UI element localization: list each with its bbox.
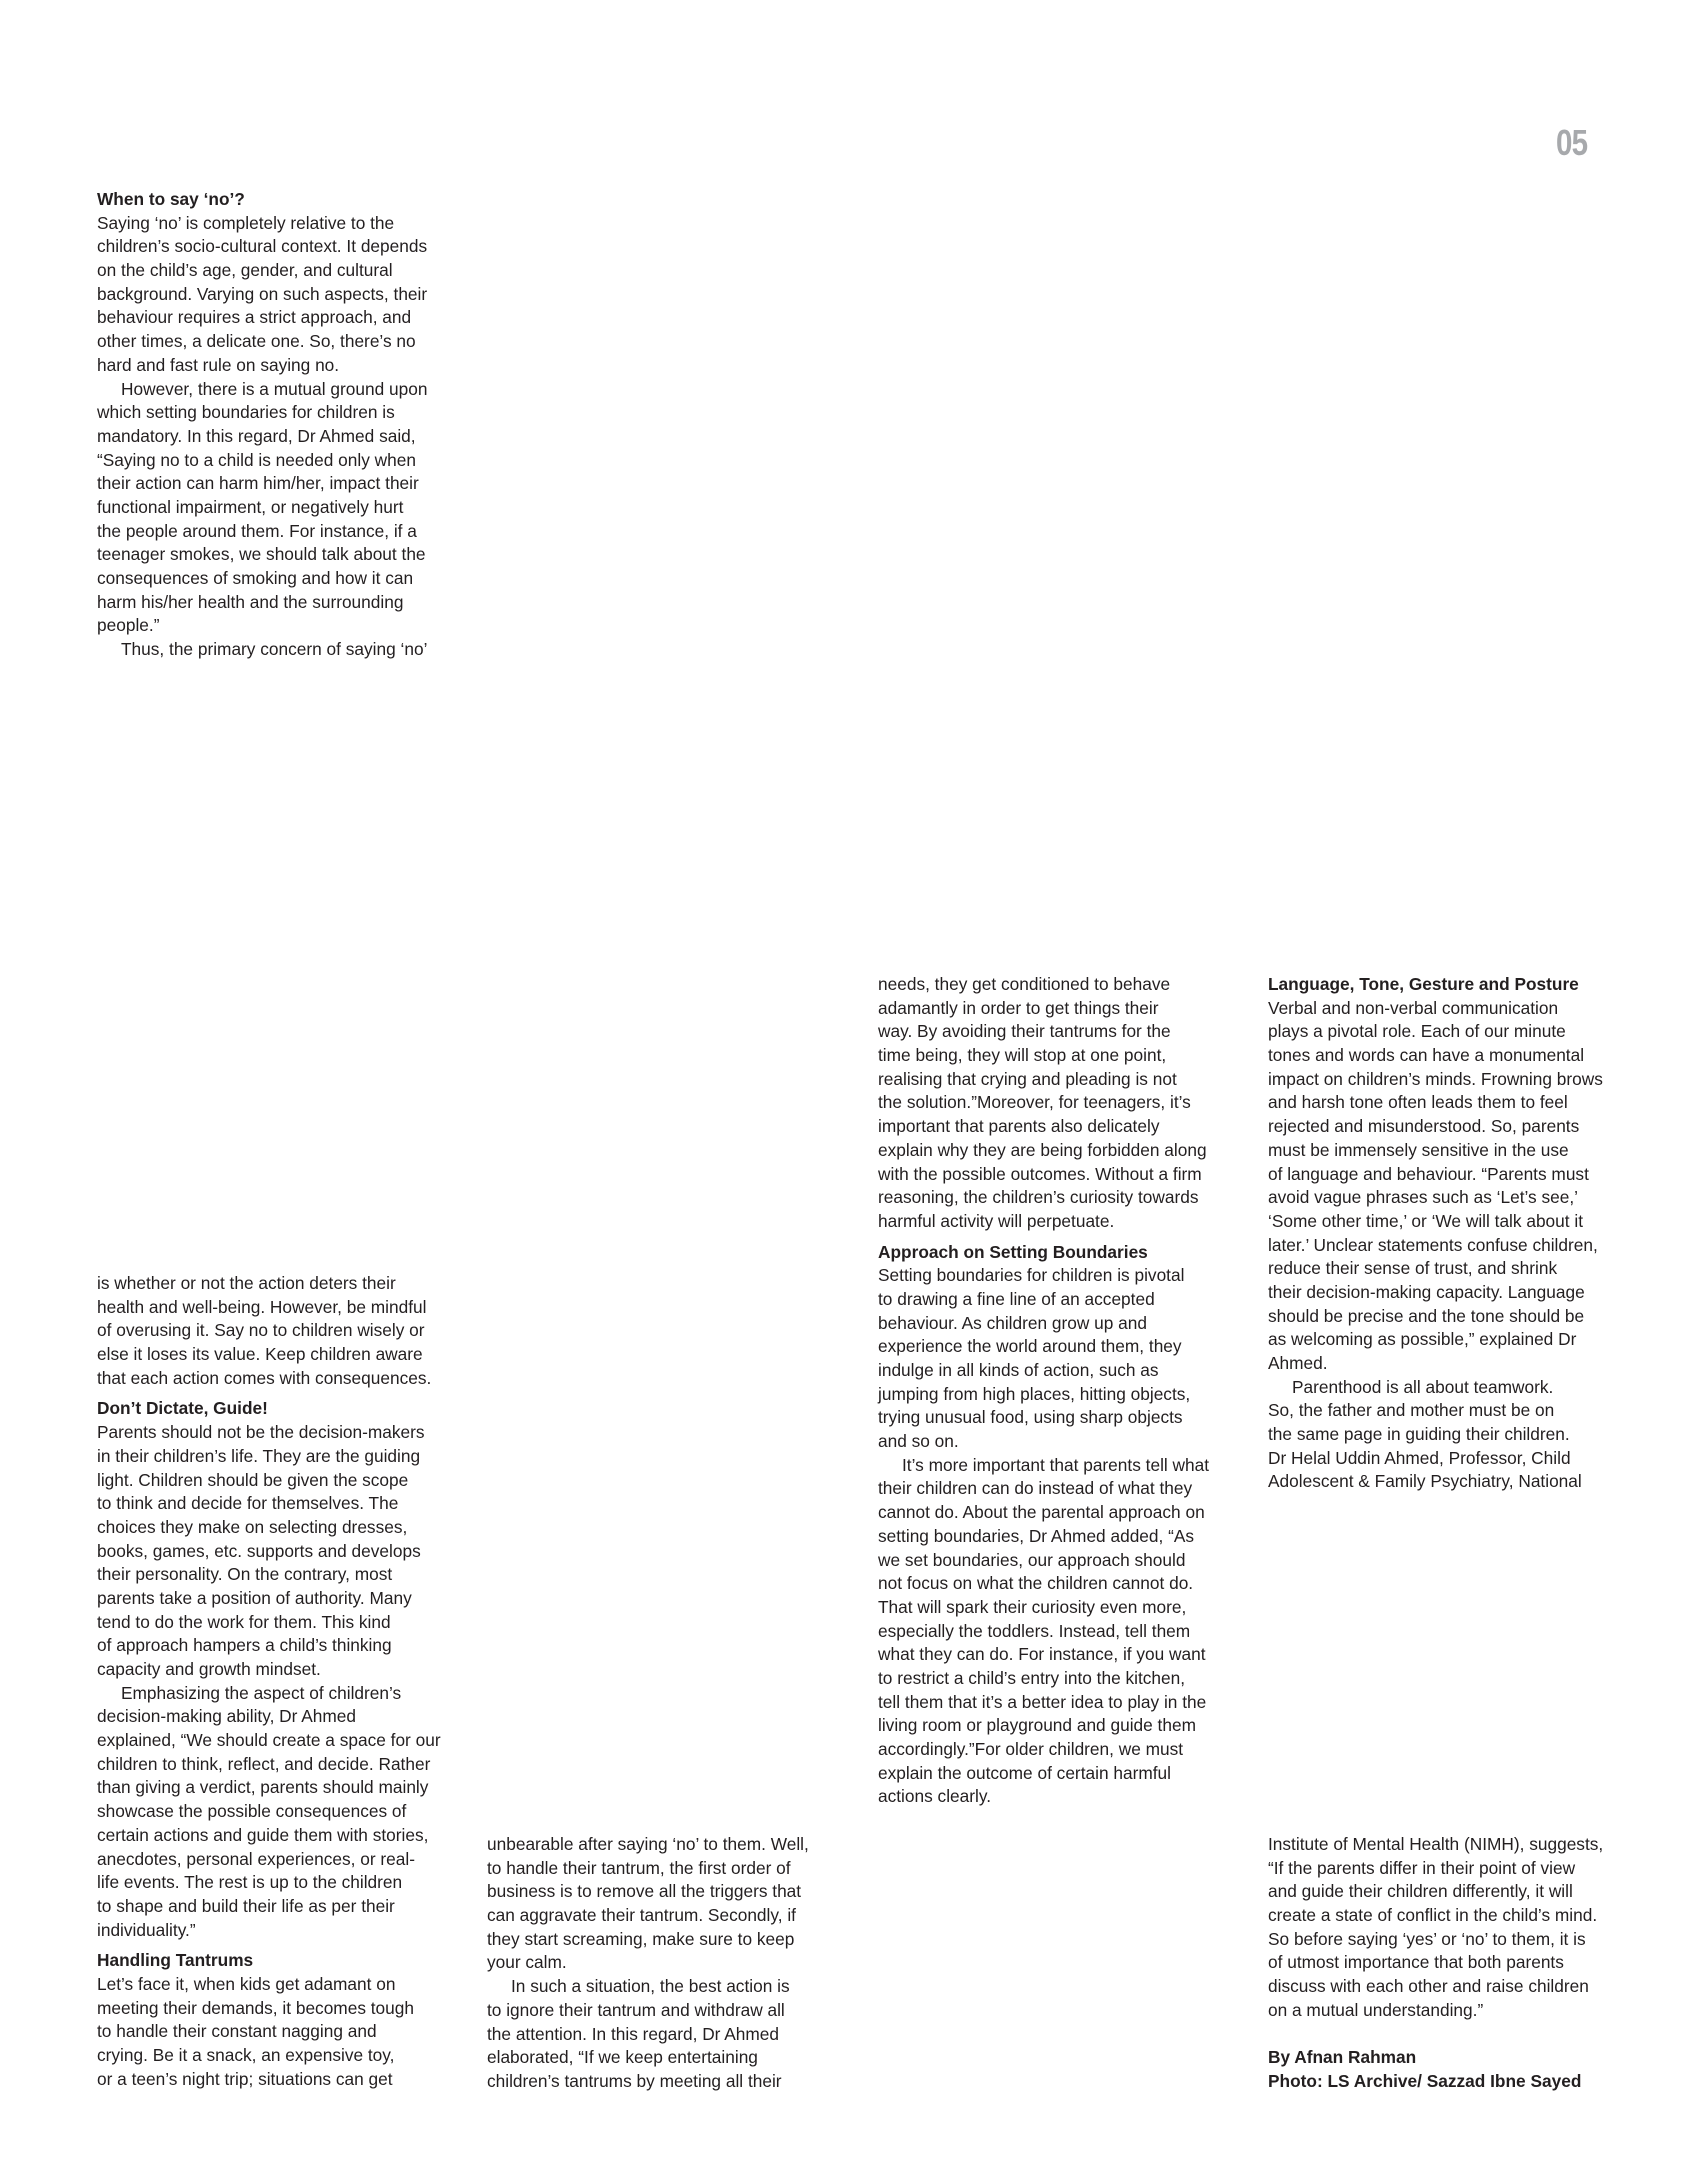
text-line: to handle their tantrum, the first order of bbox=[487, 1857, 791, 1878]
text-line: and so on. bbox=[878, 1431, 959, 1452]
text-line: else it loses its value. Keep children aware bbox=[97, 1344, 423, 1365]
text-line: their action can harm him/her, impact their bbox=[97, 473, 419, 494]
text-line: later.’ Unclear statements confuse children, bbox=[1268, 1234, 1598, 1255]
text-line: health and well-being. However, be mindful bbox=[97, 1296, 427, 1317]
paragraph bbox=[487, 1833, 809, 1975]
text-line: in their children’s life. They are the guiding bbox=[97, 1445, 421, 1466]
paragraph bbox=[97, 1682, 441, 1943]
text-line: children’s socio-cultural context. It depends bbox=[97, 236, 428, 257]
text-line: we set boundaries, our approach should bbox=[878, 1549, 1186, 1570]
text-line: the same page in guiding their children. bbox=[1268, 1424, 1570, 1445]
text-line: Parenthood is all about teamwork. bbox=[1292, 1376, 1554, 1397]
text-line: parents take a position of authority. Many bbox=[97, 1587, 412, 1608]
text-line: children to think, reflect, and decide. Rather bbox=[97, 1753, 431, 1774]
text-line: or a teen’s night trip; situations can get bbox=[97, 2068, 393, 2089]
text-line: individuality.” bbox=[97, 1919, 196, 1940]
text-line: trying unusual food, using sharp objects bbox=[878, 1407, 1183, 1428]
text-line: harm his/her health and the surrounding bbox=[97, 591, 404, 612]
text-line: background. Varying on such aspects, their bbox=[97, 283, 428, 304]
text-line: of language and behaviour. “Parents must bbox=[1268, 1163, 1589, 1184]
paragraph bbox=[97, 378, 427, 639]
text-line: certain actions and guide them with stories, bbox=[97, 1824, 429, 1845]
text-line: time being, they will stop at one point, bbox=[878, 1045, 1167, 1066]
text-line: jumping from high places, hitting objects, bbox=[878, 1383, 1191, 1404]
text-line: Emphasizing the aspect of children’s bbox=[121, 1682, 402, 1703]
column-4-top bbox=[1268, 973, 1603, 1494]
paragraph bbox=[97, 638, 427, 662]
text-line: with the possible outcomes. Without a firm bbox=[878, 1163, 1202, 1184]
text-line: must be immensely sensitive in the use bbox=[1268, 1139, 1569, 1160]
text-line: mandatory. In this regard, Dr Ahmed said, bbox=[97, 425, 416, 446]
text-line: That will spark their curiosity even more, bbox=[878, 1596, 1187, 1617]
paragraph bbox=[878, 973, 1209, 1234]
text-line: of overusing it. Say no to children wisely or bbox=[97, 1320, 425, 1341]
text-line: they start screaming, make sure to keep bbox=[487, 1928, 795, 1949]
text-line: discuss with each other and raise children bbox=[1268, 1976, 1589, 1997]
text-line: reduce their sense of trust, and shrink bbox=[1268, 1258, 1558, 1279]
text-line: as welcoming as possible,” explained Dr bbox=[1268, 1329, 1577, 1350]
text-line: of utmost importance that both parents bbox=[1268, 1952, 1564, 1973]
text-line: rejected and misunderstood. So, parents bbox=[1268, 1116, 1580, 1137]
column-1-bottom bbox=[97, 1272, 441, 2091]
text-line: So, the father and mother must be on bbox=[1268, 1400, 1555, 1421]
text-line: what they can do. For instance, if you want bbox=[878, 1644, 1206, 1665]
text-line: to think and decide for themselves. The bbox=[97, 1493, 399, 1514]
text-line: the solution.”Moreover, for teenagers, it’s bbox=[878, 1092, 1191, 1113]
text-line: Let’s face it, when kids get adamant on bbox=[97, 1973, 396, 1994]
text-line: which setting boundaries for children is bbox=[97, 402, 395, 423]
text-line: your calm. bbox=[487, 1952, 567, 1973]
text-line: their personality. On the contrary, most bbox=[97, 1564, 393, 1585]
text-line: actions clearly. bbox=[878, 1786, 992, 1807]
paragraph bbox=[1268, 1833, 1603, 2023]
paragraph bbox=[97, 1272, 441, 1390]
text-line: functional impairment, or negatively hurt bbox=[97, 496, 404, 517]
text-line: anecdotes, personal experiences, or real- bbox=[97, 1848, 415, 1869]
text-line: children’s tantrums by meeting all their bbox=[487, 2070, 782, 2091]
text-line: should be precise and the tone should be bbox=[1268, 1305, 1585, 1326]
text-line: Ahmed. bbox=[1268, 1353, 1328, 1373]
text-line: crying. Be it a snack, an expensive toy, bbox=[97, 2045, 395, 2065]
text-line: other times, a delicate one. So, there’s no bbox=[97, 331, 416, 352]
paragraph bbox=[97, 1973, 441, 2091]
column-4-bottom bbox=[1268, 1833, 1603, 2094]
text-line: to shape and build their life as per their bbox=[97, 1895, 395, 1916]
text-line: reasoning, the children’s curiosity towards bbox=[878, 1187, 1199, 1208]
text-line: not focus on what the children cannot do. bbox=[878, 1573, 1194, 1594]
text-line: to ignore their tantrum and withdraw all bbox=[487, 1999, 785, 2020]
page-number: 05 bbox=[1556, 122, 1588, 163]
section-heading: Language, Tone, Gesture and Posture bbox=[1268, 974, 1579, 994]
paragraph bbox=[487, 1975, 809, 2093]
text-line: Adolescent & Family Psychiatry, National bbox=[1268, 1471, 1582, 1492]
text-line: adamantly in order to get things their bbox=[878, 997, 1159, 1018]
text-line: people.” bbox=[97, 615, 160, 636]
text-line: Dr Helal Uddin Ahmed, Professor, Child bbox=[1268, 1447, 1571, 1468]
text-line: realising that crying and pleading is not bbox=[878, 1068, 1177, 1089]
text-line: explained, “We should create a space for our bbox=[97, 1730, 441, 1751]
column-3 bbox=[878, 973, 1209, 1809]
text-line: way. By avoiding their tantrums for the bbox=[878, 1021, 1171, 1042]
section-heading: Don’t Dictate, Guide! bbox=[97, 1398, 268, 1419]
text-line: to restrict a child’s entry into the kitchen, bbox=[878, 1667, 1186, 1688]
text-line: life events. The rest is up to the children bbox=[97, 1872, 403, 1893]
text-line: create a state of conflict in the child’s mind. bbox=[1268, 1905, 1598, 1926]
byline: By Afnan Rahman bbox=[1268, 2047, 1417, 2068]
text-line: their children can do instead of what they bbox=[878, 1478, 1193, 1499]
paragraph bbox=[1268, 1376, 1603, 1494]
text-line: tones and words can have a monumental bbox=[1268, 1045, 1585, 1066]
text-line: the attention. In this regard, Dr Ahmed bbox=[487, 2023, 780, 2044]
text-line: showcase the possible consequences of bbox=[97, 1801, 407, 1822]
paragraph bbox=[97, 212, 427, 378]
text-line: ‘Some other time,’ or ‘We will talk about it bbox=[1268, 1210, 1584, 1231]
text-line: indulge in all kinds of action, such as bbox=[878, 1360, 1159, 1380]
text-line: So before saying ‘yes’ or ‘no’ to them, it is bbox=[1268, 1928, 1586, 1949]
text-line: behaviour requires a strict approach, and bbox=[97, 307, 412, 328]
section-heading: Approach on Setting Boundaries bbox=[878, 1241, 1148, 1262]
text-line: Parents should not be the decision-makers bbox=[97, 1422, 425, 1443]
text-line: unbearable after saying ‘no’ to them. Well, bbox=[487, 1834, 809, 1854]
text-line: teenager smokes, we should talk about the bbox=[97, 544, 426, 565]
text-line: However, there is a mutual ground upon bbox=[121, 378, 428, 399]
paragraph bbox=[878, 1454, 1209, 1809]
text-line: consequences of smoking and how it can bbox=[97, 568, 414, 588]
text-line: can aggravate their tantrum. Secondly, if bbox=[487, 1905, 796, 1926]
text-line: explain the outcome of certain harmful bbox=[878, 1762, 1171, 1783]
paragraph bbox=[878, 1264, 1209, 1454]
text-line: Saying ‘no’ is completely relative to the bbox=[97, 212, 395, 233]
text-line: is whether or not the action deters their bbox=[97, 1273, 396, 1293]
text-line: that each action comes with consequences. bbox=[97, 1367, 432, 1388]
paragraph bbox=[1268, 997, 1603, 1376]
text-line: needs, they get conditioned to behave bbox=[878, 974, 1171, 994]
text-line: books, games, etc. supports and develops bbox=[97, 1540, 421, 1561]
text-line: In such a situation, the best action is bbox=[511, 1976, 790, 1997]
text-line: and guide their children differently, it will bbox=[1268, 1881, 1573, 1902]
column-2-bottom bbox=[487, 1833, 809, 2094]
text-line: setting boundaries, Dr Ahmed added, “As bbox=[878, 1525, 1195, 1546]
text-line: important that parents also delicately bbox=[878, 1116, 1160, 1137]
text-line: experience the world around them, they bbox=[878, 1336, 1182, 1357]
text-line: Thus, the primary concern of saying ‘no’ bbox=[121, 639, 428, 660]
text-line: impact on children’s minds. Frowning brows bbox=[1268, 1068, 1603, 1089]
section-heading: Handling Tantrums bbox=[97, 1950, 254, 1971]
text-line: business is to remove all the triggers that bbox=[487, 1881, 802, 1902]
text-line: of approach hampers a child’s thinking bbox=[97, 1635, 392, 1656]
text-line: their decision-making capacity. Language bbox=[1268, 1281, 1585, 1302]
text-line: behaviour. As children grow up and bbox=[878, 1312, 1147, 1333]
text-line: explain why they are being forbidden along bbox=[878, 1139, 1207, 1160]
text-line: cannot do. About the parental approach on bbox=[878, 1502, 1205, 1523]
text-line: on the child’s age, gender, and cultural bbox=[97, 260, 393, 281]
text-line: capacity and growth mindset. bbox=[97, 1659, 321, 1679]
text-line: “If the parents differ in their point of view bbox=[1268, 1857, 1576, 1878]
text-line: tend to do the work for them. This kind bbox=[97, 1611, 391, 1632]
text-line: than giving a verdict, parents should mainly bbox=[97, 1777, 429, 1798]
text-line: especially the toddlers. Instead, tell them bbox=[878, 1620, 1191, 1641]
text-line: “Saying no to a child is needed only when bbox=[97, 449, 416, 470]
column-1-top bbox=[97, 188, 427, 662]
text-line: living room or playground and guide them bbox=[878, 1715, 1196, 1736]
text-line: and harsh tone often leads them to feel bbox=[1268, 1092, 1568, 1113]
text-line: tell them that it’s a better idea to play in the bbox=[878, 1691, 1207, 1712]
text-line: avoid vague phrases such as ‘Let’s see,’ bbox=[1268, 1187, 1578, 1208]
text-line: Institute of Mental Health (NIMH), suggests, bbox=[1268, 1834, 1604, 1854]
text-line: It’s more important that parents tell what bbox=[902, 1454, 1210, 1475]
text-line: plays a pivotal role. Each of our minute bbox=[1268, 1021, 1566, 1042]
text-line: meeting their demands, it becomes tough bbox=[97, 1997, 415, 2018]
section-heading: When to say ‘no’? bbox=[97, 189, 245, 209]
text-line: to drawing a fine line of an accepted bbox=[878, 1288, 1155, 1309]
text-line: light. Children should be given the scope bbox=[97, 1469, 409, 1490]
paragraph bbox=[97, 1421, 441, 1682]
text-line: the people around them. For instance, if a bbox=[97, 520, 417, 541]
text-line: Verbal and non-verbal communication bbox=[1268, 997, 1559, 1018]
text-line: to handle their constant nagging and bbox=[97, 2021, 377, 2042]
text-line: accordingly.”For older children, we must bbox=[878, 1739, 1184, 1759]
photo-credit: Photo: LS Archive/ Sazzad Ibne Sayed bbox=[1268, 2070, 1582, 2091]
text-line: hard and fast rule on saying no. bbox=[97, 354, 340, 375]
text-line: Setting boundaries for children is pivotal bbox=[878, 1265, 1185, 1286]
text-line: elaborated, “If we keep entertaining bbox=[487, 2047, 758, 2068]
text-line: on a mutual understanding.” bbox=[1268, 1999, 1484, 2020]
text-line: decision-making ability, Dr Ahmed bbox=[97, 1706, 357, 1727]
text-line: harmful activity will perpetuate. bbox=[878, 1210, 1115, 1231]
text-line: choices they make on selecting dresses, bbox=[97, 1516, 408, 1537]
